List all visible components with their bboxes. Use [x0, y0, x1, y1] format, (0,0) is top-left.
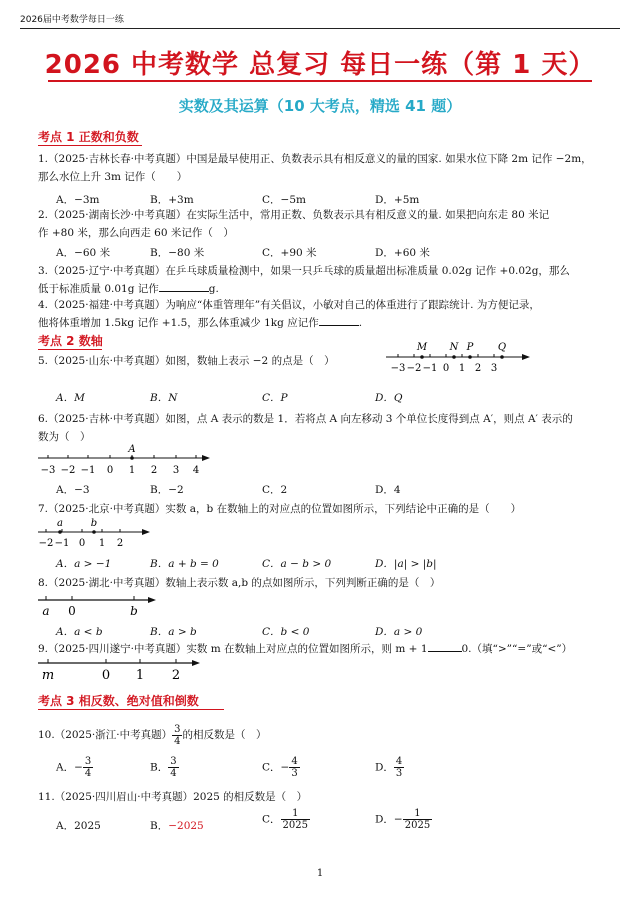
- q9-answer-blank[interactable]: [428, 641, 462, 652]
- q5-point-label-q: Q: [497, 342, 507, 353]
- q5-point-label-m: M: [416, 342, 428, 353]
- question-6-line1: 6.（2025·吉林·中考真题）如图，点 A 表示的数是 1．若将点 A 向左移动 3 个单位长度得到点 A′，则点 A′ 表示的: [38, 413, 573, 425]
- q7-point-b: [92, 530, 96, 534]
- question-4-line2: [38, 314, 362, 332]
- q8-option-d: D．a > 0: [375, 626, 423, 638]
- q8-label-a: a: [42, 604, 50, 618]
- q11-option-c-den: 2025: [282, 820, 308, 831]
- q10-option-a: [56, 756, 93, 779]
- question-10-line1: [38, 722, 266, 748]
- q7-tick-label: 0: [78, 538, 86, 549]
- q8-option-b: B．a > b: [150, 626, 197, 638]
- question-1-line1: 1.（2025·吉林长春·中考真题）中国是最早使用正、负数表示具有相反意义的量的国家. 如果水位下降 2m 记作 −2m，: [38, 153, 592, 165]
- q10-option-d-letter: D．: [375, 761, 394, 774]
- q7-point-label-b: b: [90, 518, 98, 529]
- section-underline-2: [38, 349, 102, 350]
- q5-tick-label: 1: [458, 363, 466, 374]
- q9-label-zero: 0: [101, 668, 111, 683]
- question-11-line1: 11.（2025·四川眉山·中考真题）2025 的相反数是（ ）: [38, 791, 308, 803]
- q6-point-label-a: A: [128, 444, 136, 455]
- q1-option-a: A．−3m: [56, 194, 100, 206]
- q5-point-n: [452, 355, 456, 359]
- q6-option-c: C．2: [262, 484, 288, 496]
- q7-point-label-a: a: [57, 518, 63, 529]
- q10-option-c: [262, 756, 300, 779]
- q10-option-a-num: 3: [84, 756, 92, 767]
- q6-tick-label: 0: [106, 465, 114, 476]
- q11-option-d-den: 2025: [404, 820, 431, 831]
- q9-text-end: 0.（填“>”“=”或“<”）: [461, 643, 573, 655]
- q7-tick-label: −2: [38, 538, 54, 549]
- q6-axis-arrow: [202, 455, 210, 461]
- question-1-line2: 那么水位上升 3m 记作（ ）: [38, 171, 188, 183]
- q11-option-c: [262, 808, 310, 831]
- q10-option-d-fraction: [394, 756, 404, 779]
- q6-tick-label: 3: [172, 465, 180, 476]
- q8-label-b: b: [130, 604, 138, 618]
- q9-label-two: 2: [171, 668, 181, 683]
- q5-tick-label: −1: [422, 363, 438, 374]
- q5-tick-label: −2: [406, 363, 422, 374]
- q10-frac-num: 3: [174, 723, 181, 735]
- q10-option-b-fraction: [168, 756, 178, 779]
- q10-option-b-num: 3: [170, 756, 177, 767]
- q8-option-a: A．a < b: [56, 626, 103, 638]
- question-6-line2: 数为（ ）: [38, 431, 91, 443]
- question-2-line2: 作 +80 米，那么向西走 60 米记作（ ）: [38, 227, 234, 239]
- page-number: 1: [316, 868, 324, 879]
- q2-option-d: D．+60 米: [375, 247, 430, 259]
- q10-option-c-fraction: [289, 756, 299, 779]
- q5-tick-label: −3: [390, 363, 406, 374]
- q3-unit: g.: [208, 283, 219, 295]
- header-text: 2026届中考数学每日一练: [20, 15, 124, 25]
- q5-tick-label: 2: [474, 363, 482, 374]
- q6-tick-label: −1: [80, 465, 96, 476]
- section-heading-3: 考点 3 相反数、绝对值和倒数: [38, 694, 199, 708]
- q10-frac-den: 4: [174, 735, 181, 747]
- q10-option-d-den: 3: [395, 768, 403, 779]
- q11-option-b-letter: B．: [150, 820, 169, 832]
- question-7-line1: 7.（2025·北京·中考真题）实数 a，b 在数轴上的对应点的位置如图所示，下列结论中正确的是（ ）: [38, 503, 522, 515]
- q6-tick-label: −3: [40, 465, 56, 476]
- q5-point-label-n: N: [449, 342, 459, 353]
- q10-prefix: 10.（2025·浙江·中考真题）: [38, 729, 173, 741]
- section-heading-1: 考点 1 正数和负数: [38, 130, 139, 144]
- q9-text: 9.（2025·四川遂宁·中考真题）实数 m 在数轴上对应点的位置如图所示，则 m + 1: [38, 643, 428, 655]
- q6-tick-label: −2: [60, 465, 76, 476]
- q10-option-d-num: 4: [395, 756, 403, 767]
- q5-number-line: [384, 340, 534, 376]
- q7-axis-arrow: [142, 529, 150, 535]
- q6-option-b: B．−2: [150, 484, 184, 496]
- q7-option-a: A．a > −1: [56, 558, 112, 570]
- q7-option-c: C．a − b > 0: [262, 558, 332, 570]
- q7-tick-label: 1: [98, 538, 106, 549]
- q6-tick-label: 1: [128, 465, 136, 476]
- q1-option-b: B．+3m: [150, 194, 194, 206]
- q10-option-a-den: 4: [84, 768, 92, 779]
- question-8-line1: 8.（2025·湖北·中考真题）数轴上表示数 a,b 的点如图所示，下列判断正确的是（ ）: [38, 577, 441, 589]
- q5-point-m: [420, 355, 424, 359]
- q7-tick-label: −1: [54, 538, 70, 549]
- q11-option-d-fraction: [403, 808, 432, 831]
- q10-option-a-letter: A．: [56, 761, 75, 774]
- q11-option-c-fraction: [281, 808, 310, 831]
- q11-option-d-sign: −: [393, 813, 403, 826]
- q9-number-line: [36, 655, 206, 685]
- q5-point-p: [468, 355, 472, 359]
- q10-option-b: [150, 756, 179, 779]
- q10-option-b-den: 4: [170, 768, 177, 779]
- q11-option-d-letter: D．: [375, 813, 394, 826]
- q10-option-c-sign: −: [280, 761, 290, 774]
- q10-fraction: [172, 724, 182, 747]
- q10-option-c-den: 3: [291, 768, 298, 779]
- q7-option-d: D．|a| > |b|: [375, 558, 437, 570]
- q10-suffix: 的相反数是（ ）: [182, 729, 267, 741]
- q8-axis-arrow: [148, 597, 156, 603]
- q2-option-c: C．+90 米: [262, 247, 317, 259]
- q5-option-a: A．M: [56, 392, 85, 404]
- q9-axis-arrow: [192, 660, 200, 666]
- q3-answer-blank[interactable]: [159, 281, 209, 292]
- q10-option-b-letter: B．: [150, 761, 169, 774]
- q5-option-c: C．P: [262, 392, 288, 404]
- q1-option-c: C．−5m: [262, 194, 306, 206]
- q4-answer-blank[interactable]: [319, 315, 359, 326]
- page-subtitle: 实数及其运算（10 大考点，精选 41 题）: [178, 97, 462, 115]
- q6-tick-label: 4: [192, 465, 200, 476]
- q7-option-b: B．a + b = 0: [150, 558, 219, 570]
- q5-tick-label: 0: [442, 363, 450, 374]
- question-4-line1: 4.（2025·福建·中考真题）为响应“体重管理年”有关倡议，小敏对自己的体重进行了跟踪统计. 为方便记录，: [38, 299, 540, 311]
- q4-end: .: [358, 317, 363, 329]
- q5-tick-label: 3: [490, 363, 498, 374]
- q10-option-c-letter: C．: [262, 761, 281, 774]
- section-underline-1: [38, 145, 142, 146]
- q6-point-a: [130, 456, 134, 460]
- q11-option-b: [150, 818, 204, 833]
- question-3-line1: 3.（2025·辽宁·中考真题）在乒乓球质量检测中，如果一只乒乓球的质量超出标准质量 0.02g 记作 +0.02g，那么: [38, 265, 570, 277]
- q5-option-b: B．N: [150, 392, 178, 404]
- q10-option-c-num: 4: [291, 756, 298, 767]
- page-title: 2026 中考数学 总复习 每日一练（第 1 天）: [44, 50, 596, 80]
- q8-label-zero: 0: [68, 604, 76, 618]
- title-underline: [48, 80, 592, 82]
- q11-option-c-num: 1: [281, 808, 310, 820]
- q11-option-d: [375, 808, 432, 831]
- q5-point-q: [500, 355, 504, 359]
- q9-label-one: 1: [135, 668, 145, 683]
- q8-number-line: [36, 592, 162, 620]
- q5-option-d: D．Q: [375, 392, 403, 404]
- q10-option-d: [375, 756, 404, 779]
- q11-option-b-value: −2025: [168, 820, 204, 832]
- q4-text: 他将体重增加 1.5kg 记作 +1.5，那么体重减少 1kg 应记作: [38, 317, 319, 329]
- q5-point-label-p: P: [466, 342, 474, 353]
- q7-point-a: [58, 530, 62, 534]
- question-2-line1: 2.（2025·湖南长沙·中考真题）在实际生活中，常用正数、负数表示具有相反意义的量. 如果把向东走 80 米记: [38, 209, 550, 221]
- q3-text: 低于标准质量 0.01g 记作: [38, 283, 159, 295]
- question-5-line1: 5.（2025·山东·中考真题）如图，数轴上表示 −2 的点是（ ）: [38, 355, 335, 367]
- q2-option-a: A．−60 米: [56, 247, 111, 259]
- q11-option-d-num: 1: [403, 808, 432, 820]
- q6-option-d: D．4: [375, 484, 401, 496]
- q1-option-d: D．+5m: [375, 194, 420, 206]
- q2-option-b: B．−80 米: [150, 247, 205, 259]
- q11-option-c-letter: C．: [262, 813, 281, 826]
- q6-number-line: [36, 443, 216, 477]
- q6-tick-label: 2: [150, 465, 158, 476]
- q10-option-a-sign: −: [74, 761, 83, 774]
- q7-tick-label: 2: [116, 538, 124, 549]
- q6-option-a: A．−3: [56, 484, 90, 496]
- q5-axis-arrow: [522, 354, 530, 360]
- section-heading-2: 考点 2 数轴: [38, 334, 103, 348]
- section-underline-3: [38, 709, 224, 710]
- q7-number-line: [36, 516, 156, 550]
- header-divider: [20, 28, 620, 29]
- q10-option-a-fraction: [83, 756, 93, 779]
- q8-option-c: C．b < 0: [262, 626, 310, 638]
- q9-label-m: m: [41, 668, 55, 683]
- q11-option-a: A．2025: [56, 820, 101, 832]
